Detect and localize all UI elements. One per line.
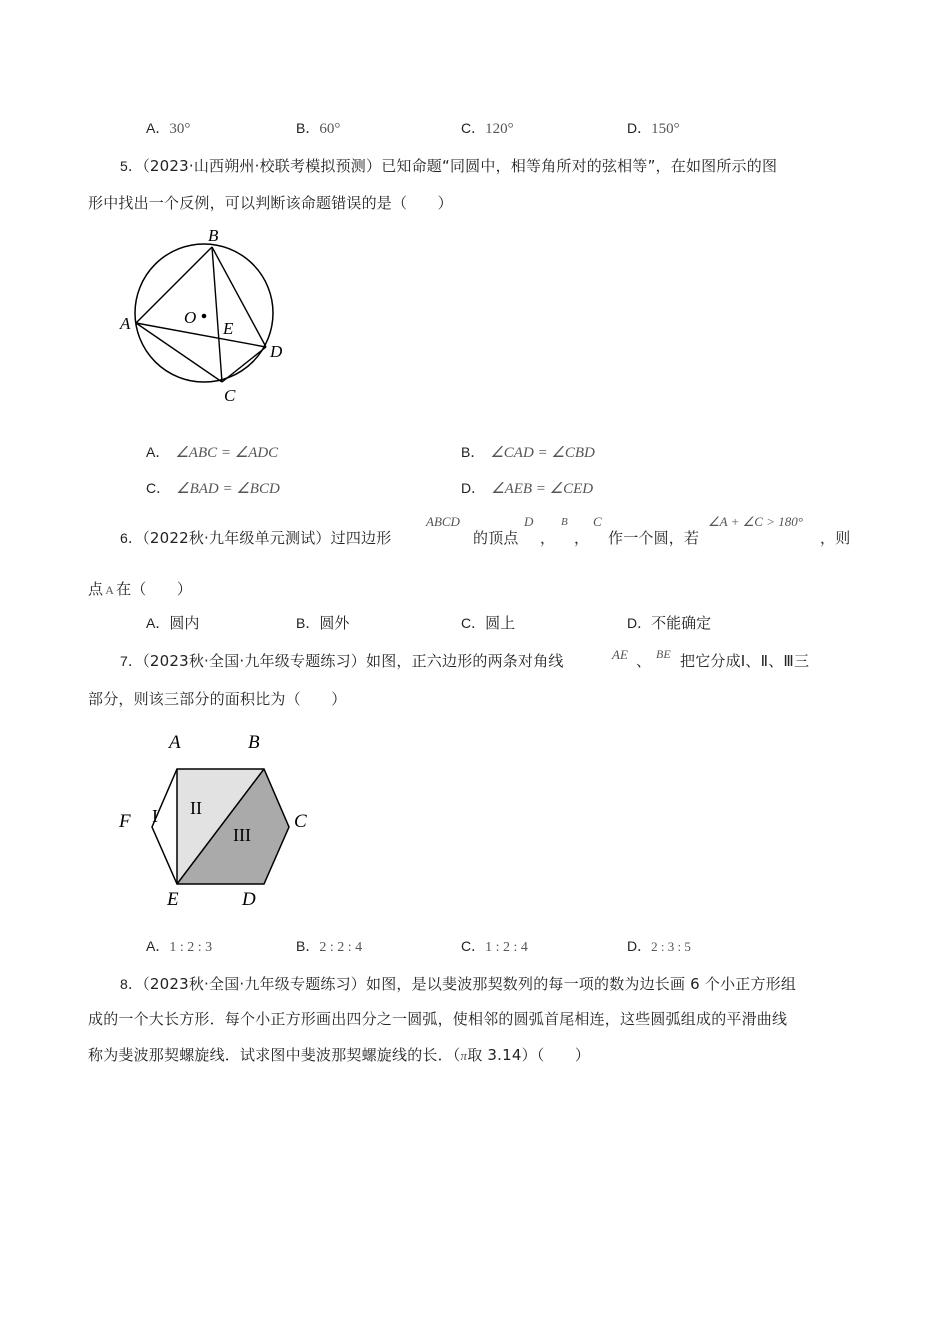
option-letter: B． — [461, 444, 485, 460]
q6-option-b — [296, 612, 349, 633]
q4-option-d — [627, 118, 680, 138]
option-value: 120° — [485, 121, 514, 137]
text-seg: 作一个圆，若 — [608, 529, 700, 547]
option-value: 1 : 2 : 4 — [485, 940, 528, 955]
q7-option-a — [146, 936, 212, 956]
q8-line3 — [88, 1044, 590, 1065]
label-b: B — [208, 226, 219, 245]
label-e: E — [223, 319, 234, 338]
math-d: D — [524, 514, 534, 529]
q8-line1 — [120, 973, 796, 994]
math-c: C — [593, 514, 602, 529]
q5-line2: 形中找出一个反例，可以判断该命题错误的是（ ） — [88, 194, 453, 212]
label-d: D — [270, 342, 283, 361]
region-label-1: I — [152, 806, 158, 826]
q8-line2: 成的一个大长方形．每个小正方形画出四分之一圆弧，使相邻的圆弧首尾相连，这些圆弧组成的平滑曲线 — [88, 1010, 788, 1028]
option-value: 30° — [169, 121, 191, 137]
text-seg: ，则 — [820, 529, 851, 547]
option-value: ∠AEB = ∠CED — [491, 481, 594, 497]
option-value: 150° — [651, 121, 680, 137]
q5-option-a — [146, 442, 278, 462]
label-e: E — [167, 889, 179, 910]
option-letter: C． — [146, 480, 171, 496]
option-letter: D． — [461, 480, 486, 496]
option-value: 圆内 — [169, 614, 200, 632]
question-number: 7． — [120, 653, 143, 669]
option-letter: B． — [296, 615, 320, 631]
text-seg: 在（ ） — [116, 580, 193, 598]
label-a: A — [120, 314, 131, 333]
option-letter: B． — [296, 120, 320, 136]
option-value: 圆外 — [319, 614, 350, 632]
text-seg: 点 — [88, 580, 104, 598]
option-value: ∠CAD = ∠CBD — [490, 445, 595, 461]
region-label-3: III — [233, 825, 251, 845]
math-b: B — [561, 516, 568, 528]
option-letter: A． — [146, 615, 170, 631]
question-number: 6． — [120, 530, 143, 546]
option-letter: A． — [146, 120, 170, 136]
q7-line2: 部分，则该三部分的面积比为（ ） — [88, 690, 347, 708]
text-seg: 的顶点 — [473, 529, 519, 547]
q6-option-a — [146, 612, 199, 633]
label-b: B — [248, 732, 260, 753]
option-value: 2 : 3 : 5 — [651, 939, 691, 954]
option-value: 不能确定 — [651, 614, 712, 632]
q5-line1 — [120, 155, 777, 176]
q6-line2 — [88, 578, 192, 599]
text-comma: ， — [540, 529, 556, 547]
text-seg: 取 3.14）（ ） — [467, 1046, 591, 1064]
q5-circle-figure — [112, 222, 302, 408]
label-a: A — [169, 732, 181, 753]
math-a: A — [105, 583, 115, 597]
option-value: 1 : 2 : 3 — [169, 940, 213, 955]
option-value: ∠BAD = ∠BCD — [176, 481, 280, 497]
q5-option-d — [461, 478, 593, 498]
math-ae: AE — [612, 647, 628, 662]
label-f: F — [119, 811, 131, 832]
text-comma: ， — [574, 529, 590, 547]
label-o: O — [184, 308, 197, 327]
text-seg: 把它分成Ⅰ、Ⅱ、Ⅲ三 — [680, 652, 810, 670]
option-letter: D． — [627, 615, 652, 631]
math-condition: ∠A + ∠C > 180° — [708, 514, 803, 529]
math-pi: π — [460, 1048, 468, 1063]
math-abcd: ABCD — [426, 514, 460, 529]
q4-option-a — [146, 118, 190, 138]
option-letter: A． — [146, 938, 170, 954]
option-value: ∠ABC = ∠ADC — [175, 445, 279, 461]
option-value: 圆上 — [485, 614, 516, 632]
option-value: 60° — [319, 121, 341, 137]
label-d: D — [242, 889, 256, 910]
math-be: BE — [656, 647, 671, 661]
q4-option-c — [461, 118, 514, 138]
option-letter: C． — [461, 615, 486, 631]
label-c: C — [294, 811, 307, 832]
text-seg: （2023秋·全国·九年级专题练习）如图，正六边形的两条对角线 — [142, 652, 564, 670]
q4-option-b — [296, 118, 340, 138]
text-seg: （2022秋·九年级单元测试）过四边形 — [142, 529, 392, 547]
label-c: C — [224, 386, 236, 405]
question-text: （2023·山西朔州·校联考模拟预测）已知命题“同圆中，相等角所对的弦相等”，在如图所示的图 — [142, 157, 778, 175]
option-letter: C． — [461, 120, 486, 136]
question-number: 5． — [120, 158, 143, 174]
option-value: 2 : 2 : 4 — [319, 940, 363, 955]
question-number: 8． — [120, 976, 143, 992]
text-seg: 称为斐波那契螺旋线．试求图中斐波那契螺旋线的长．（ — [88, 1046, 461, 1064]
option-letter: D． — [627, 938, 652, 954]
option-letter: C． — [461, 938, 486, 954]
q6-line1 — [120, 527, 391, 548]
q5-option-b — [461, 442, 595, 462]
q5-option-c — [146, 478, 280, 498]
q7-hexagon-figure — [112, 725, 317, 913]
option-letter: A． — [146, 444, 170, 460]
q7-line1 — [120, 650, 564, 671]
q6-option-d — [627, 612, 711, 633]
q7-option-b — [296, 936, 362, 956]
q7-option-c — [461, 936, 528, 956]
region-label-2: II — [190, 798, 202, 818]
text-seg: 、 — [636, 652, 652, 670]
option-letter: B． — [296, 938, 320, 954]
q7-option-d — [627, 936, 691, 956]
q6-option-c — [461, 612, 515, 633]
option-letter: D． — [627, 120, 652, 136]
question-text: （2023秋·全国·九年级专题练习）如图，是以斐波那契数列的每一项的数为边长画 6 个小正方形组 — [142, 975, 797, 993]
